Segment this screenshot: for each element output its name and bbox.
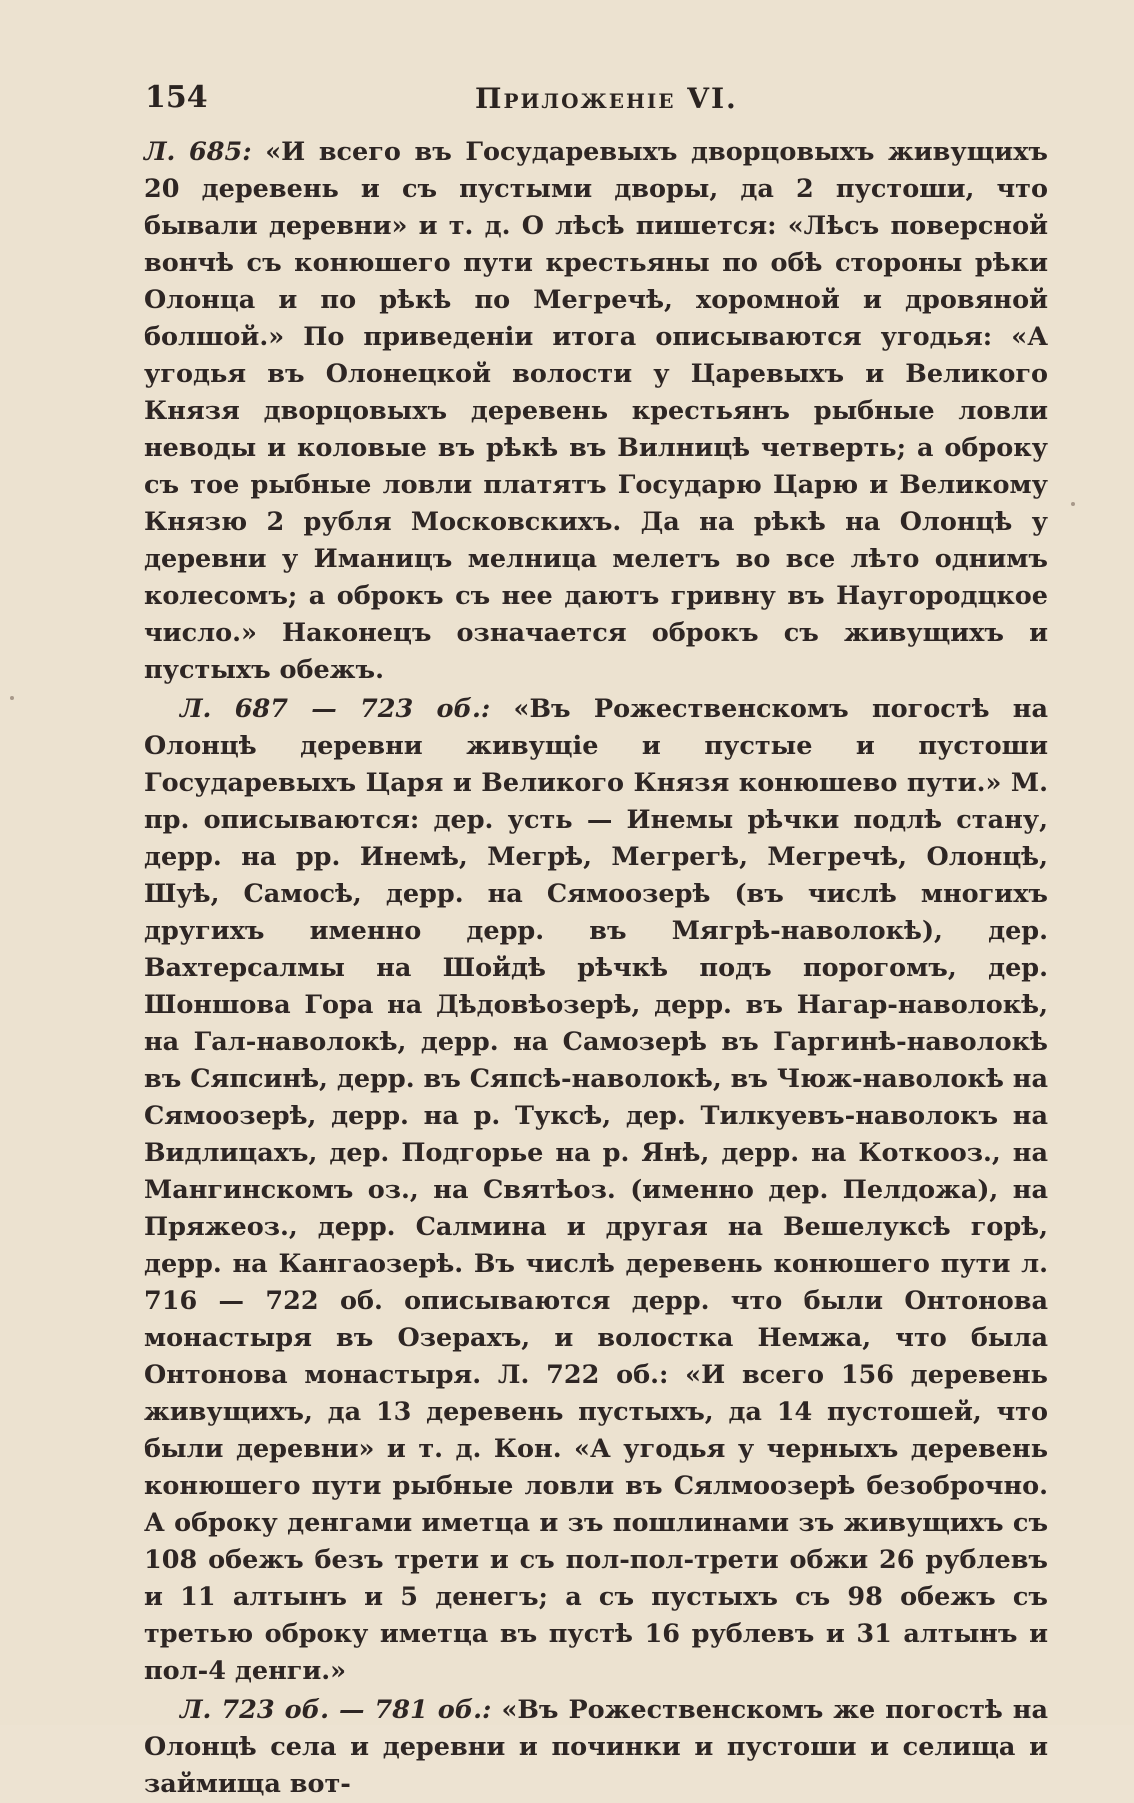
page-header — [145, 80, 1050, 120]
paragraph-text: «И всего въ Государевыхъ дворцовыхъ живущихъ 20 деревень и съ пустыми дворы, да 2 пустоши, что бывали деревни» и т. д. О лѣсѣ пишется: «Лѣсъ поверсной вончѣ съ конюшего пути крестьяны по обѣ стороны рѣки Олонца и по рѣкѣ по Мегречѣ, хоромной и дровяной болшой.» По приведеніи итога описываются угодья: «А угодья въ Олонецкой волости у Царевыхъ и Великого Князя дворцовыхъ деревень крестьянъ рыбные ловли неводы и коловые въ рѣкѣ въ Вилницѣ четверть; а оброку съ тое рыбные ловли платятъ Государю Царю и Великому Князю 2 рубля Московскихъ. Да на рѣкѣ на Олонцѣ у деревни у Иманицъ мелница мелетъ во все лѣто однимъ колесомъ; а оброкъ съ нее даютъ гривну въ Наугородцкое число.» Наконецъ означается оброкъ съ живущихъ и пустыхъ обежъ. — [144, 137, 1048, 685]
page-number: 154 — [145, 80, 208, 115]
paragraph — [144, 691, 1048, 1690]
paper-speck — [1071, 502, 1075, 506]
folio-reference: Л. 687 — 723 об.: — [180, 694, 491, 724]
folio-reference: Л. 685: — [144, 137, 252, 167]
paragraph — [144, 1692, 1048, 1803]
running-head: Приложеніе VI. — [475, 82, 738, 115]
paragraph-text: «Въ Рожественскомъ же погостѣ на Олонцѣ села и деревни и починки и пустоши и селища и займища вот- — [144, 1695, 1048, 1799]
folio-reference: Л. 723 об. — 781 об.: — [180, 1695, 492, 1725]
paragraph — [144, 134, 1048, 689]
paragraph-text: «Въ Рожественскомъ погостѣ на Олонцѣ деревни живущіе и пустые и пустоши Государевыхъ Царя и Великого Князя конюшево пути.» М. пр. описываются: дер. усть — Инемы рѣчки подлѣ стану, дерр. на рр. Инемѣ, Мегрѣ, Мегрегѣ, Мегречѣ, Олонцѣ, Шуѣ, Самосѣ, дерр. на Сямоозерѣ (въ числѣ многихъ другихъ именно дерр. въ Мягрѣ-наволокѣ), дер. Вахтерсалмы на Шойдѣ рѣчкѣ подъ порогомъ, дер. Шоншова Гора на Дѣдовѣозерѣ, дерр. въ Нагар-наволокѣ, на Гал-наволокѣ, дерр. на Самозерѣ въ Гаргинѣ-наволокѣ въ Сяпсинѣ, дерр. въ Сяпсѣ-наволокѣ, въ Чюж-наволокѣ на Сямоозерѣ, дерр. на р. Туксѣ, дер. Тилкуевъ-наволокъ на Видлицахъ, дер. Подгорье на р. Янѣ, дерр. на Коткооз., на Мангинскомъ оз., на Святѣоз. (именно дер. Пелдожа), на Пряжеоз., дерр. Салмина и другая на Вешелуксѣ горѣ, дерр. на Кангаозерѣ. Въ числѣ деревень конюшего пути л. 716 — 722 об. описываются дерр. что были Онтонова монастыря въ Озерахъ, и волостка Немжа, что была Онтонова монастыря. Л. 722 об.: «И всего 156 деревень живущихъ, да 13 деревень пустыхъ, да 14 пустошей, что были деревни» и т. д. Кон. «А угодья у черныхъ деревень конюшего пути рыбные ловли въ Сялмоозерѣ безоброчно. А оброку денгами иметца и зъ пошлинами зъ живущихъ съ 108 обежъ безъ трети и съ пол-пол-трети обжи 26 рублевъ и 11 алтынъ и 5 денегъ; а съ пустыхъ съ 98 обежъ съ третью оброку иметца въ пустѣ 16 рублевъ и 31 алтынъ и пол-4 денги.» — [144, 694, 1048, 1686]
paper-speck — [10, 696, 14, 700]
body-text — [144, 134, 1048, 1803]
